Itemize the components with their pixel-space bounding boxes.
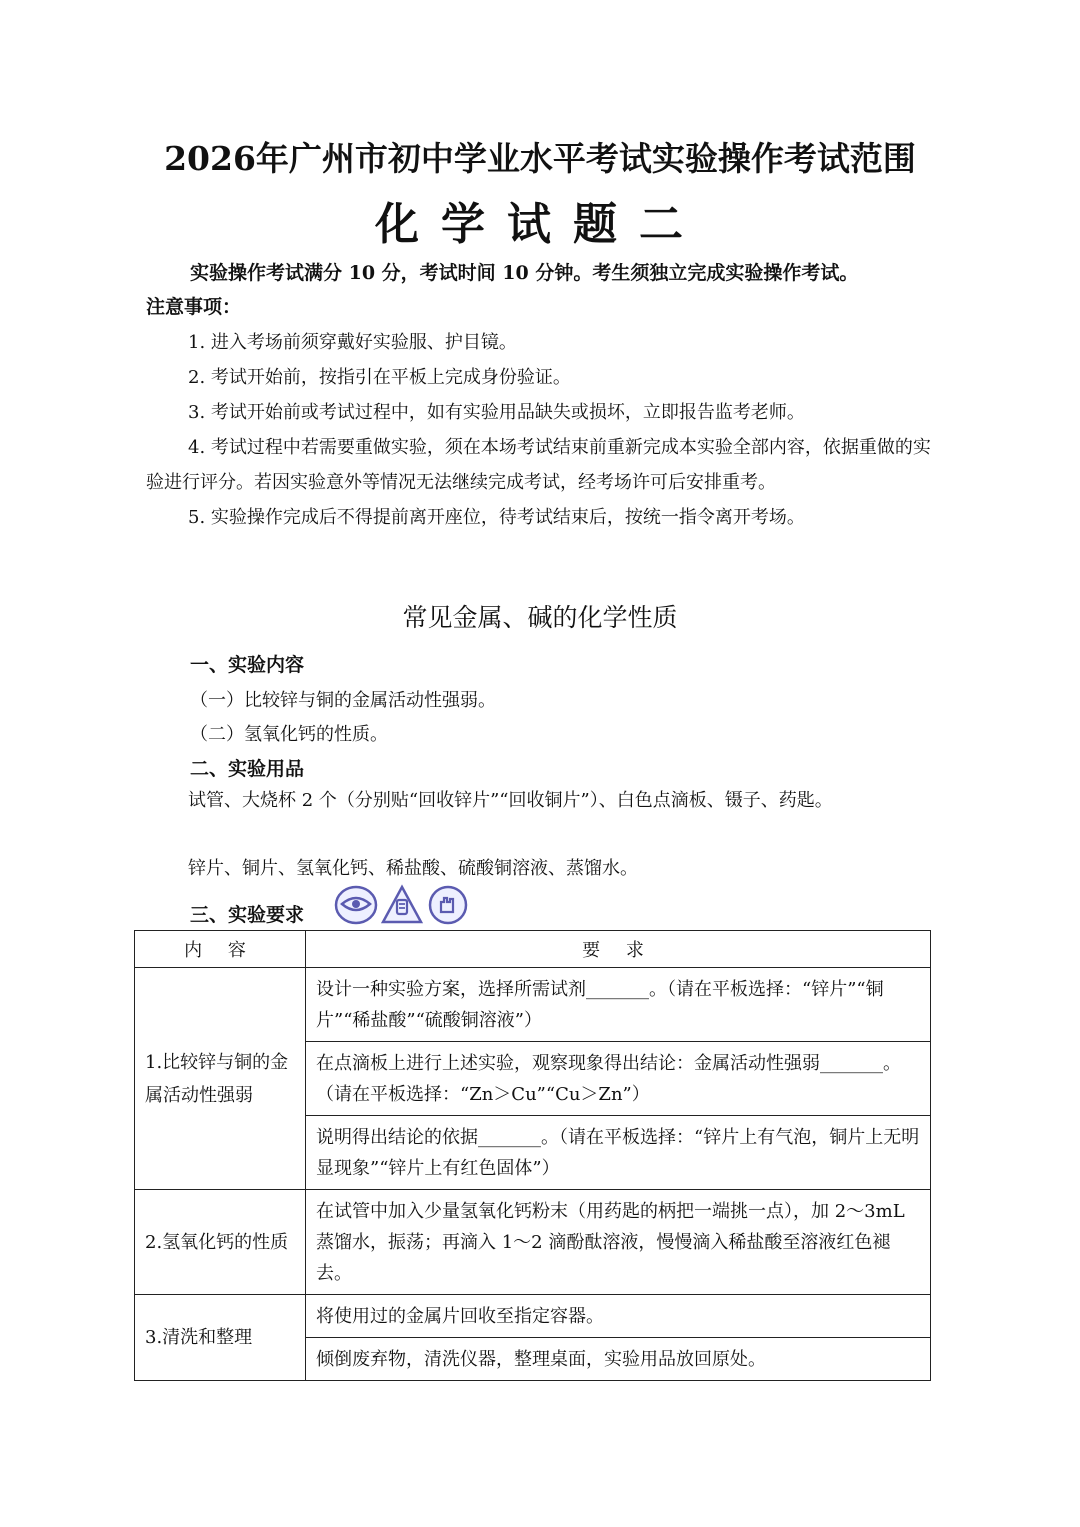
notice-item: 1. 进入考场前须穿戴好实验服、护目镜。 — [188, 332, 517, 353]
notice-list — [146, 325, 946, 535]
notice-item: 4. 考试过程中若需要重做实验，须在本场考试结束前重新完成本实验全部内容，依据重做的实验进行评分。若因实验意外等情况无法继续完成考试，经考场许可后安排重考。 — [146, 437, 931, 493]
table-cell-requirement: 倾倒废弃物，清洗仪器，整理桌面，实验用品放回原处。 — [306, 1338, 931, 1381]
content-item: （二）氢氧化钙的性质。 — [190, 724, 388, 745]
table-cell-requirement: 设计一种实验方案，选择所需试剂_______。（请在平板选择：“锌片”“铜片”“稀盐酸”“硫酸铜溶液”） — [306, 968, 931, 1042]
table-cell-item: 3.清洗和整理 — [135, 1295, 306, 1381]
eye-protection-icon — [334, 884, 378, 926]
requirements-heading: 三、实验要求 — [190, 904, 305, 926]
supplies-reagents: 锌片、铜片、氢氧化钙、稀盐酸、硫酸铜溶液、蒸馏水。 — [188, 858, 638, 879]
notice-item: 5. 实验操作完成后不得提前离开座位，待考试结束后，按统一指令离开考场。 — [188, 507, 805, 528]
notice-item: 3. 考试开始前或考试过程中，如有实验用品缺失或损坏，立即报告监考老师。 — [188, 402, 805, 423]
table-header-requirement: 要 求 — [306, 931, 931, 968]
supplies-heading: 二、实验用品 — [190, 758, 305, 780]
hand-washing-icon — [426, 884, 470, 926]
table-cell-requirement: 将使用过的金属片回收至指定容器。 — [306, 1295, 931, 1338]
requirements-table — [134, 930, 931, 1381]
table-cell-requirement: 说明得出结论的依据_______。（请在平板选择：“锌片上有气泡，铜片上无明显现象”“锌片上有红色固体”） — [306, 1116, 931, 1190]
table-row — [135, 1190, 931, 1295]
table-row — [135, 1295, 931, 1338]
table-cell-requirement: 在点滴板上进行上述实验，观察现象得出结论：金属活动性强弱_______。（请在平板选择：“Zn＞Cu”“Cu＞Zn”） — [306, 1042, 931, 1116]
heating-caution-icon — [380, 884, 424, 926]
page-subtitle: 化学试题二 — [375, 199, 705, 250]
table-row — [135, 968, 931, 1042]
notice-heading: 注意事项： — [146, 296, 242, 318]
supplies-apparatus: 试管、大烧杯 2 个（分别贴“回收锌片”“回收铜片”）、白色点滴板、镊子、药匙。 — [188, 790, 833, 811]
section-title: 常见金属、碱的化学性质 — [402, 603, 678, 632]
table-cell-requirement: 在试管中加入少量氢氧化钙粉末（用药匙的柄把一端挑一点），加 2～3mL 蒸馏水，振荡；再滴入 1～2 滴酚酞溶液，慢慢滴入稀盐酸至溶液红色褪去。 — [306, 1190, 931, 1295]
safety-icons — [334, 884, 470, 926]
table-header-content: 内 容 — [135, 931, 306, 968]
table-cell-item: 1.比较锌与铜的金属活动性强弱 — [135, 968, 306, 1190]
page-title: 2026年广州市初中学业水平考试实验操作考试范围 — [164, 139, 916, 178]
content-heading: 一、实验内容 — [190, 654, 305, 676]
notice-item: 2. 考试开始前，按指引在平板上完成身份验证。 — [188, 367, 571, 388]
table-cell-item: 2.氢氧化钙的性质 — [135, 1190, 306, 1295]
table-header-row — [135, 931, 931, 968]
content-item: （一）比较锌与铜的金属活动性强弱。 — [190, 690, 496, 711]
intro-text: 实验操作考试满分 10 分，考试时间 10 分钟。考生须独立完成实验操作考试。 — [190, 262, 859, 284]
